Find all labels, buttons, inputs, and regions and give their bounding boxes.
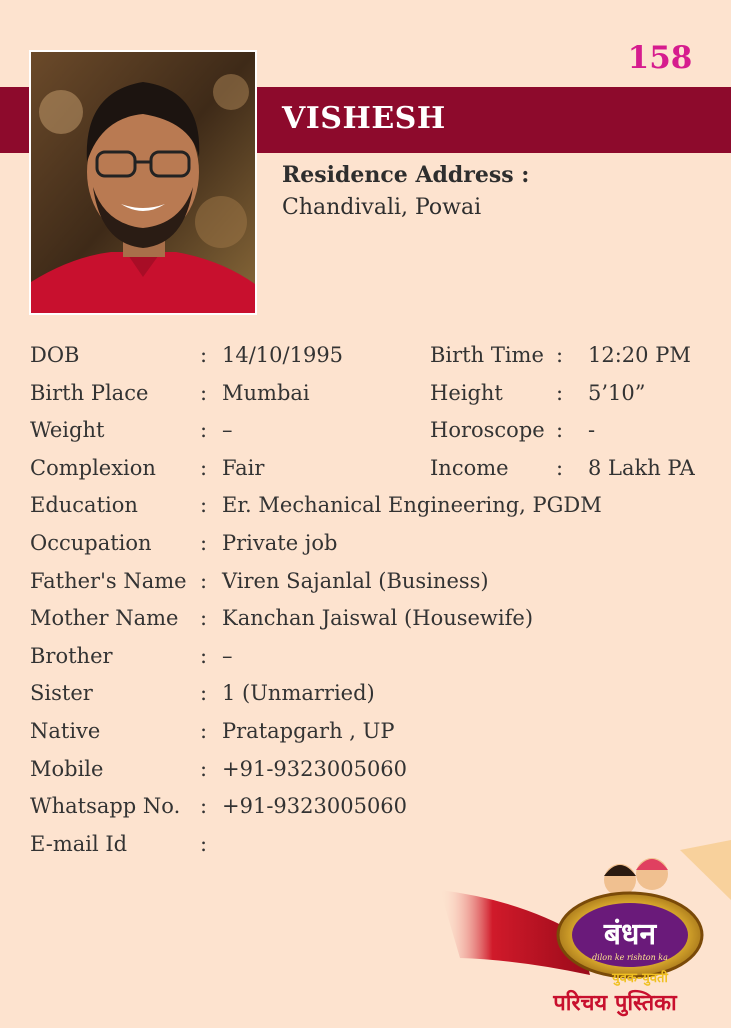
detail-label: Weight xyxy=(30,418,105,442)
detail-label: Education xyxy=(30,493,138,517)
detail-colon: : xyxy=(200,343,208,367)
page-number: 158 xyxy=(627,40,693,76)
detail-value: Viren Sajanlal (Business) xyxy=(222,569,489,593)
address-label: Residence Address : xyxy=(282,162,530,188)
detail-colon: : xyxy=(200,418,208,442)
detail-colon: : xyxy=(200,681,208,705)
detail-value: +91-9323005060 xyxy=(222,794,408,818)
detail-row xyxy=(0,606,731,636)
detail-label: Brother xyxy=(30,644,113,668)
detail-label-2: Birth Time xyxy=(430,343,544,367)
detail-row xyxy=(0,757,731,787)
detail-label-2: Income xyxy=(430,456,509,480)
detail-label: Birth Place xyxy=(30,381,149,405)
detail-value-2: 12:20 PM xyxy=(588,343,691,367)
detail-label: Complexion xyxy=(30,456,156,480)
detail-value: – xyxy=(222,644,233,668)
address-value: Chandivali, Powai xyxy=(282,195,482,220)
detail-row xyxy=(0,493,731,523)
detail-colon: : xyxy=(200,794,208,818)
detail-colon-2: : xyxy=(556,418,564,442)
detail-value: 1 (Unmarried) xyxy=(222,681,375,705)
logo-subtitle: युवक-युवती xyxy=(612,971,668,986)
detail-value: Er. Mechanical Engineering, PGDM xyxy=(222,493,602,517)
detail-row xyxy=(0,418,731,448)
bandhan-logo xyxy=(440,840,731,1024)
detail-value: 14/10/1995 xyxy=(222,343,344,367)
detail-label: Mother Name xyxy=(30,606,179,630)
detail-label: Native xyxy=(30,719,101,743)
detail-row xyxy=(0,343,731,373)
detail-label: Sister xyxy=(30,681,93,705)
detail-label: Whatsapp No. xyxy=(30,794,181,818)
detail-value: Fair xyxy=(222,456,265,480)
detail-row xyxy=(0,681,731,711)
logo-bottom-text: परिचय पुस्तिका xyxy=(553,991,677,1016)
detail-row xyxy=(0,644,731,674)
detail-colon: : xyxy=(200,569,208,593)
detail-label-2: Horoscope xyxy=(430,418,545,442)
detail-colon: : xyxy=(200,456,208,480)
detail-value-2: 8 Lakh PA xyxy=(588,456,695,480)
detail-colon-2: : xyxy=(556,343,564,367)
detail-colon: : xyxy=(200,757,208,781)
detail-row xyxy=(0,456,731,486)
detail-label: E-mail Id xyxy=(30,832,128,856)
detail-colon: : xyxy=(200,493,208,517)
detail-colon: : xyxy=(200,381,208,405)
detail-row xyxy=(0,569,731,599)
detail-value: – xyxy=(222,418,233,442)
detail-value: Kanchan Jaiswal (Housewife) xyxy=(222,606,534,630)
detail-row xyxy=(0,381,731,411)
detail-colon: : xyxy=(200,719,208,743)
detail-row xyxy=(0,794,731,824)
detail-colon: : xyxy=(200,832,208,856)
detail-label: Mobile xyxy=(30,757,104,781)
logo-main-text: बंधन xyxy=(603,917,657,952)
detail-value: Pratapgarh , UP xyxy=(222,719,395,743)
profile-photo xyxy=(29,50,257,315)
detail-row xyxy=(0,531,731,561)
detail-value-2: 5’10” xyxy=(588,381,646,405)
detail-colon: : xyxy=(200,644,208,668)
detail-label-2: Height xyxy=(430,381,503,405)
detail-colon-2: : xyxy=(556,456,564,480)
detail-colon: : xyxy=(200,531,208,555)
detail-label: Occupation xyxy=(30,531,152,555)
detail-colon-2: : xyxy=(556,381,564,405)
detail-value: Mumbai xyxy=(222,381,310,405)
detail-row xyxy=(0,719,731,749)
candidate-name: VISHESH xyxy=(282,101,446,136)
detail-value-2: - xyxy=(588,418,596,442)
logo-tagline: dilon ke rishton ka xyxy=(592,953,668,962)
detail-value: Private job xyxy=(222,531,338,555)
detail-label: DOB xyxy=(30,343,80,367)
detail-label: Father's Name xyxy=(30,569,187,593)
detail-colon: : xyxy=(200,606,208,630)
detail-value: +91-9323005060 xyxy=(222,757,408,781)
